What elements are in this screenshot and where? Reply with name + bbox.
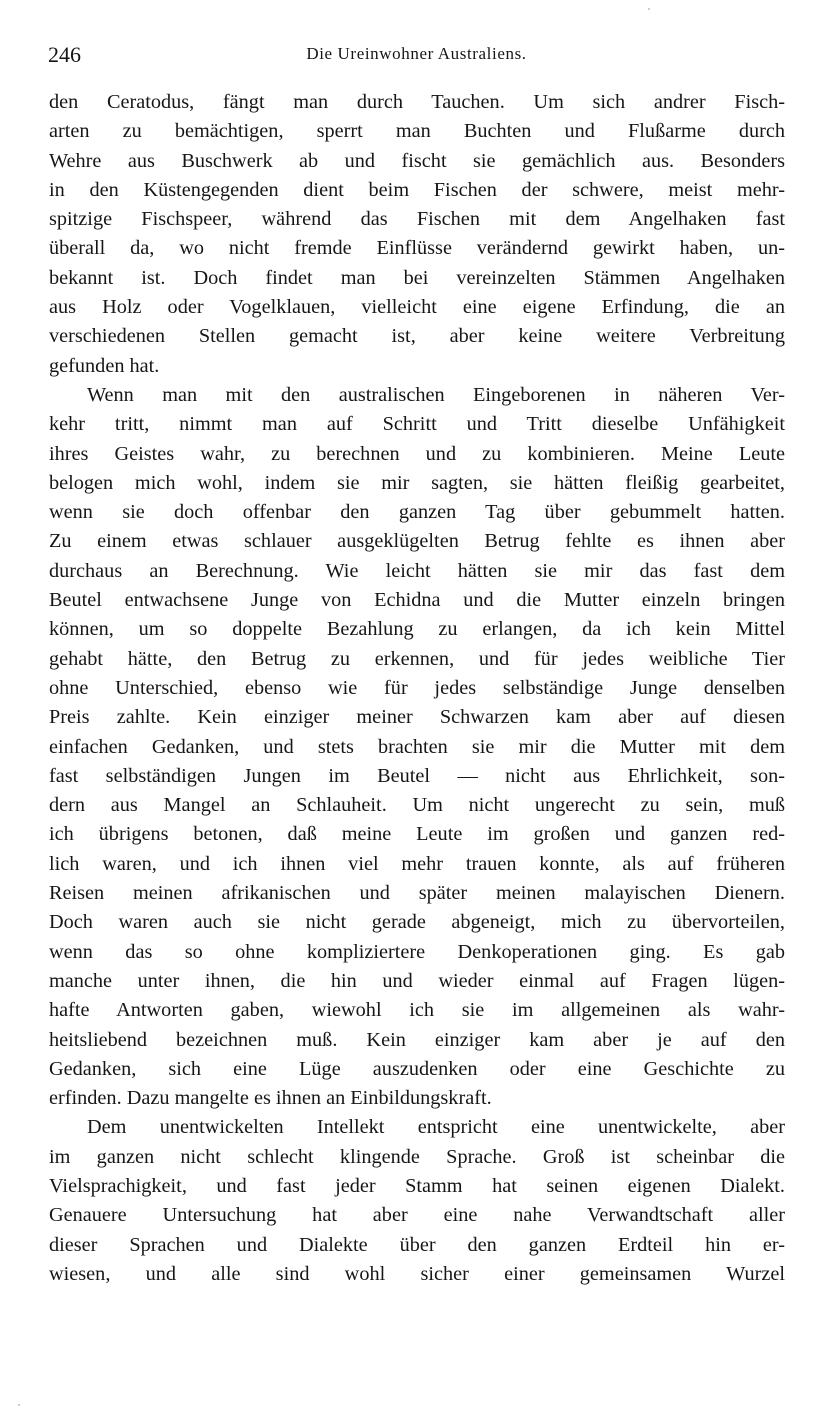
text-line: fast selbständigen Jungen im Beutel — nicht aus Ehrlichkeit, son-	[49, 764, 785, 787]
text-line: Wehre aus Buschwerk ab und fischt sie gemächlich aus. Besonders	[49, 149, 785, 172]
text-line: Gedanken, sich eine Lüge auszudenken oder eine Geschichte zu	[49, 1057, 785, 1080]
text-line: dieser Sprachen und Dialekte über den ganzen Erdteil hin er-	[49, 1233, 785, 1256]
text-line: dern aus Mangel an Schlauheit. Um nicht ungerecht zu sein, muß	[49, 794, 785, 817]
text-line: heitsliebend bezeichnen muß. Kein einziger kam aber je auf den	[49, 1028, 785, 1051]
text-line: kehr tritt, nimmt man auf Schritt und Tritt dieselbe Unfähigkeit	[49, 413, 785, 436]
text-line: Genauere Untersuchung hat aber eine nahe Verwandtschaft aller	[49, 1204, 785, 1227]
text-line: Wenn man mit den australischen Eingeborenen in näheren Ver-	[87, 383, 785, 406]
paragraph	[49, 381, 785, 1113]
text-line: ihres Geistes wahr, zu berechnen und zu kombinieren. Meine Leute	[49, 442, 785, 465]
text-line: Zu einem etwas schlauer ausgeklügelten Betrug fehlte es ihnen aber	[49, 530, 785, 553]
text-line: einfachen Gedanken, und stets brachten sie mir die Mutter mit dem	[49, 735, 785, 758]
text-line: wiesen, und alle sind wohl sicher einer gemeinsamen Wurzel	[49, 1262, 785, 1285]
body-text	[49, 88, 785, 1289]
text-line: Dem unentwickelten Intellekt entspricht eine unentwickelte, aber	[87, 1116, 785, 1139]
text-line: wenn sie doch offenbar den ganzen Tag über gebummelt hatten.	[49, 501, 785, 524]
text-line: durchaus an Berechnung. Wie leicht hätten sie mir das fast dem	[49, 559, 785, 582]
text-line: spitzige Fischspeer, während das Fischen mit dem Angelhaken fast	[49, 208, 785, 231]
paragraph	[49, 1113, 785, 1289]
text-line: bekannt ist. Doch findet man bei vereinzelten Stämmen Angelhaken	[49, 266, 785, 289]
text-line: im ganzen nicht schlecht klingende Sprache. Groß ist scheinbar die	[49, 1145, 785, 1168]
text-line: arten zu bemächtigen, sperrt man Buchten und Flußarme durch	[49, 120, 785, 143]
text-line: Vielsprachigkeit, und fast jeder Stamm hat seinen eigenen Dialekt.	[49, 1174, 785, 1197]
text-line: verschiedenen Stellen gemacht ist, aber keine weitere Verbreitung	[49, 325, 785, 348]
text-line: Reisen meinen afrikanischen und später meinen malayischen Dienern.	[49, 882, 785, 905]
text-line: können, um so doppelte Bezahlung zu erlangen, da ich kein Mittel	[49, 618, 785, 641]
text-line: gehabt hätte, den Betrug zu erkennen, und für jedes weibliche Tier	[49, 647, 785, 670]
text-line: lich waren, und ich ihnen viel mehr trauen konnte, als auf früheren	[49, 852, 785, 875]
text-line: ich übrigens betonen, daß meine Leute im großen und ganzen red-	[49, 823, 785, 846]
running-title: Die Ureinwohner Australiens.	[306, 44, 527, 63]
text-line: aus Holz oder Vogelklauen, vielleicht eine eigene Erfindung, die an	[49, 296, 785, 319]
text-line: Beutel entwachsene Junge von Echidna und die Mutter einzeln bringen	[49, 589, 785, 612]
text-line: Preis zahlte. Kein einziger meiner Schwarzen kam aber auf diesen	[49, 706, 785, 729]
text-line: den Ceratodus, fängt man durch Tauchen. Um sich andrer Fisch-	[49, 91, 785, 113]
text-line: belogen mich wohl, indem sie mir sagten, sie hätten fleißig gearbeitet,	[49, 471, 785, 494]
text-line: gefunden hat.	[49, 354, 160, 377]
paper-speck	[18, 1404, 20, 1406]
paper-speck	[648, 8, 650, 10]
text-line: manche unter ihnen, die hin und wieder einmal auf Fragen lügen-	[49, 969, 785, 992]
paragraph	[49, 88, 785, 381]
text-line: überall da, wo nicht fremde Einflüsse verändernd gewirkt haben, un-	[49, 237, 785, 260]
text-line: hafte Antworten gaben, wiewohl ich sie im allgemeinen als wahr-	[49, 999, 785, 1022]
text-line: Doch waren auch sie nicht gerade abgeneigt, mich zu übervorteilen,	[49, 911, 785, 934]
text-line: wenn das so ohne kompliziertere Denkoperationen ging. Es gab	[49, 940, 785, 963]
page-number: 246	[48, 42, 81, 67]
text-line: ohne Unterschied, ebenso wie für jedes selbständige Junge denselben	[49, 676, 785, 699]
page-header	[48, 42, 785, 70]
text-line: in den Küstengegenden dient beim Fischen der schwere, meist mehr-	[49, 178, 785, 201]
text-line: erfinden. Dazu mangelte es ihnen an Einbildungskraft.	[49, 1087, 492, 1110]
